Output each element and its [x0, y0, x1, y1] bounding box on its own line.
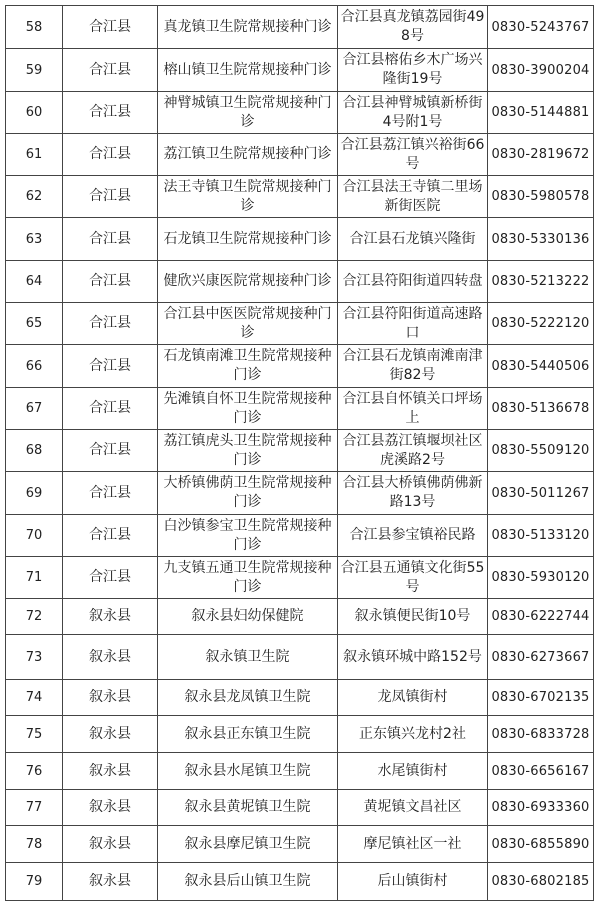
table-row — [6, 557, 594, 599]
phone-cell: 0830-5509120 — [488, 430, 594, 472]
table-row — [6, 6, 594, 49]
address-cell: 合江县石龙镇兴隆街 — [338, 218, 488, 261]
address-cell: 后山镇街村 — [338, 863, 488, 901]
clinic-name-cell: 白沙镇参宝卫生院常规接种门诊 — [158, 515, 338, 557]
clinic-name-cell: 叙永县摩尼镇卫生院 — [158, 826, 338, 863]
clinic-name-cell: 神臂城镇卫生院常规接种门诊 — [158, 92, 338, 134]
table-row — [6, 388, 594, 430]
table-row — [6, 49, 594, 92]
clinic-name-cell: 荔江镇卫生院常规接种门诊 — [158, 134, 338, 176]
clinic-name-cell: 健欣兴康医院常规接种门诊 — [158, 261, 338, 303]
clinic-name-cell: 叙永县水尾镇卫生院 — [158, 753, 338, 790]
address-cell: 合江县五通镇文化街55号 — [338, 557, 488, 599]
row-number: 78 — [6, 826, 63, 863]
phone-cell: 0830-5243767 — [488, 6, 594, 49]
row-number: 68 — [6, 430, 63, 472]
address-cell: 合江县符阳街道四转盘 — [338, 261, 488, 303]
county-cell: 合江县 — [63, 303, 158, 345]
table-body — [6, 6, 594, 901]
clinic-name-cell: 石龙镇南滩卫生院常规接种门诊 — [158, 345, 338, 388]
table-row — [6, 680, 594, 716]
clinic-name-cell: 叙永县妇幼保健院 — [158, 599, 338, 635]
county-cell: 合江县 — [63, 388, 158, 430]
county-cell: 合江县 — [63, 261, 158, 303]
address-cell: 合江县大桥镇佛荫佛新路13号 — [338, 472, 488, 515]
table-row — [6, 515, 594, 557]
phone-cell: 0830-6222744 — [488, 599, 594, 635]
table-row — [6, 261, 594, 303]
table-row — [6, 303, 594, 345]
address-cell: 合江县石龙镇南滩南津街82号 — [338, 345, 488, 388]
clinic-name-cell: 合江县中医医院常规接种门诊 — [158, 303, 338, 345]
clinic-name-cell: 石龙镇卫生院常规接种门诊 — [158, 218, 338, 261]
county-cell: 合江县 — [63, 134, 158, 176]
table-row — [6, 345, 594, 388]
row-number: 66 — [6, 345, 63, 388]
phone-cell: 0830-6855890 — [488, 826, 594, 863]
phone-cell: 0830-6933360 — [488, 790, 594, 826]
row-number: 67 — [6, 388, 63, 430]
address-cell: 摩尼镇社区一社 — [338, 826, 488, 863]
clinic-name-cell: 叙永县龙凤镇卫生院 — [158, 680, 338, 716]
table-row — [6, 826, 594, 863]
address-cell: 水尾镇街村 — [338, 753, 488, 790]
phone-cell: 0830-6273667 — [488, 635, 594, 680]
address-cell: 合江县法王寺镇二里场新街医院 — [338, 176, 488, 218]
clinic-name-cell: 法王寺镇卫生院常规接种门诊 — [158, 176, 338, 218]
clinic-name-cell: 荔江镇虎头卫生院常规接种门诊 — [158, 430, 338, 472]
county-cell: 叙永县 — [63, 680, 158, 716]
address-cell: 叙永镇环城中路152号 — [338, 635, 488, 680]
county-cell: 合江县 — [63, 218, 158, 261]
row-number: 74 — [6, 680, 63, 716]
clinic-name-cell: 榕山镇卫生院常规接种门诊 — [158, 49, 338, 92]
row-number: 58 — [6, 6, 63, 49]
county-cell: 叙永县 — [63, 753, 158, 790]
row-number: 72 — [6, 599, 63, 635]
address-cell: 合江县符阳街道高速路口 — [338, 303, 488, 345]
row-number: 60 — [6, 92, 63, 134]
county-cell: 合江县 — [63, 430, 158, 472]
county-cell: 合江县 — [63, 6, 158, 49]
clinic-name-cell: 叙永县正东镇卫生院 — [158, 716, 338, 753]
clinic-name-cell: 先滩镇自怀卫生院常规接种门诊 — [158, 388, 338, 430]
table-row — [6, 92, 594, 134]
table-row — [6, 635, 594, 680]
county-cell: 合江县 — [63, 472, 158, 515]
address-cell: 合江县荔江镇兴裕街66号 — [338, 134, 488, 176]
county-cell: 叙永县 — [63, 863, 158, 901]
phone-cell: 0830-6656167 — [488, 753, 594, 790]
row-number: 79 — [6, 863, 63, 901]
row-number: 61 — [6, 134, 63, 176]
table-row — [6, 863, 594, 901]
table-row — [6, 753, 594, 790]
county-cell: 合江县 — [63, 49, 158, 92]
row-number: 63 — [6, 218, 63, 261]
phone-cell: 0830-5440506 — [488, 345, 594, 388]
table-row — [6, 790, 594, 826]
table-row — [6, 472, 594, 515]
table-row — [6, 430, 594, 472]
table-row — [6, 134, 594, 176]
clinic-name-cell: 九支镇五通卫生院常规接种门诊 — [158, 557, 338, 599]
county-cell: 叙永县 — [63, 635, 158, 680]
phone-cell: 0830-5011267 — [488, 472, 594, 515]
table-row — [6, 599, 594, 635]
address-cell: 合江县参宝镇裕民路 — [338, 515, 488, 557]
address-cell: 叙永镇便民街10号 — [338, 599, 488, 635]
county-cell: 叙永县 — [63, 716, 158, 753]
clinic-name-cell: 大桥镇佛荫卫生院常规接种门诊 — [158, 472, 338, 515]
row-number: 65 — [6, 303, 63, 345]
row-number: 69 — [6, 472, 63, 515]
vaccination-clinic-table — [5, 5, 594, 901]
clinic-name-cell: 真龙镇卫生院常规接种门诊 — [158, 6, 338, 49]
address-cell: 合江县神臂城镇新桥街4号附1号 — [338, 92, 488, 134]
address-cell: 合江县荔江镇堰坝社区虎溪路2号 — [338, 430, 488, 472]
phone-cell: 0830-5144881 — [488, 92, 594, 134]
phone-cell: 0830-5222120 — [488, 303, 594, 345]
row-number: 70 — [6, 515, 63, 557]
address-cell: 合江县自怀镇关口坪场上 — [338, 388, 488, 430]
row-number: 64 — [6, 261, 63, 303]
row-number: 71 — [6, 557, 63, 599]
table-row — [6, 176, 594, 218]
county-cell: 合江县 — [63, 515, 158, 557]
row-number: 73 — [6, 635, 63, 680]
phone-cell: 0830-5330136 — [488, 218, 594, 261]
address-cell: 正东镇兴龙村2社 — [338, 716, 488, 753]
clinic-name-cell: 叙永县后山镇卫生院 — [158, 863, 338, 901]
row-number: 62 — [6, 176, 63, 218]
table-row — [6, 716, 594, 753]
phone-cell: 0830-3900204 — [488, 49, 594, 92]
row-number: 75 — [6, 716, 63, 753]
row-number: 76 — [6, 753, 63, 790]
county-cell: 叙永县 — [63, 599, 158, 635]
county-cell: 合江县 — [63, 176, 158, 218]
address-cell: 合江县榕佑乡木广场兴隆街19号 — [338, 49, 488, 92]
county-cell: 叙永县 — [63, 790, 158, 826]
county-cell: 合江县 — [63, 92, 158, 134]
phone-cell: 0830-5980578 — [488, 176, 594, 218]
address-cell: 黄坭镇文昌社区 — [338, 790, 488, 826]
phone-cell: 0830-5213222 — [488, 261, 594, 303]
phone-cell: 0830-5930120 — [488, 557, 594, 599]
phone-cell: 0830-6833728 — [488, 716, 594, 753]
address-cell: 龙凤镇街村 — [338, 680, 488, 716]
address-cell: 合江县真龙镇荔园街498号 — [338, 6, 488, 49]
county-cell: 叙永县 — [63, 826, 158, 863]
row-number: 59 — [6, 49, 63, 92]
phone-cell: 0830-5136678 — [488, 388, 594, 430]
row-number: 77 — [6, 790, 63, 826]
county-cell: 合江县 — [63, 345, 158, 388]
phone-cell: 0830-6802185 — [488, 863, 594, 901]
phone-cell: 0830-6702135 — [488, 680, 594, 716]
table-row — [6, 218, 594, 261]
clinic-name-cell: 叙永县黄坭镇卫生院 — [158, 790, 338, 826]
county-cell: 合江县 — [63, 557, 158, 599]
clinic-name-cell: 叙永镇卫生院 — [158, 635, 338, 680]
phone-cell: 0830-5133120 — [488, 515, 594, 557]
phone-cell: 0830-2819672 — [488, 134, 594, 176]
